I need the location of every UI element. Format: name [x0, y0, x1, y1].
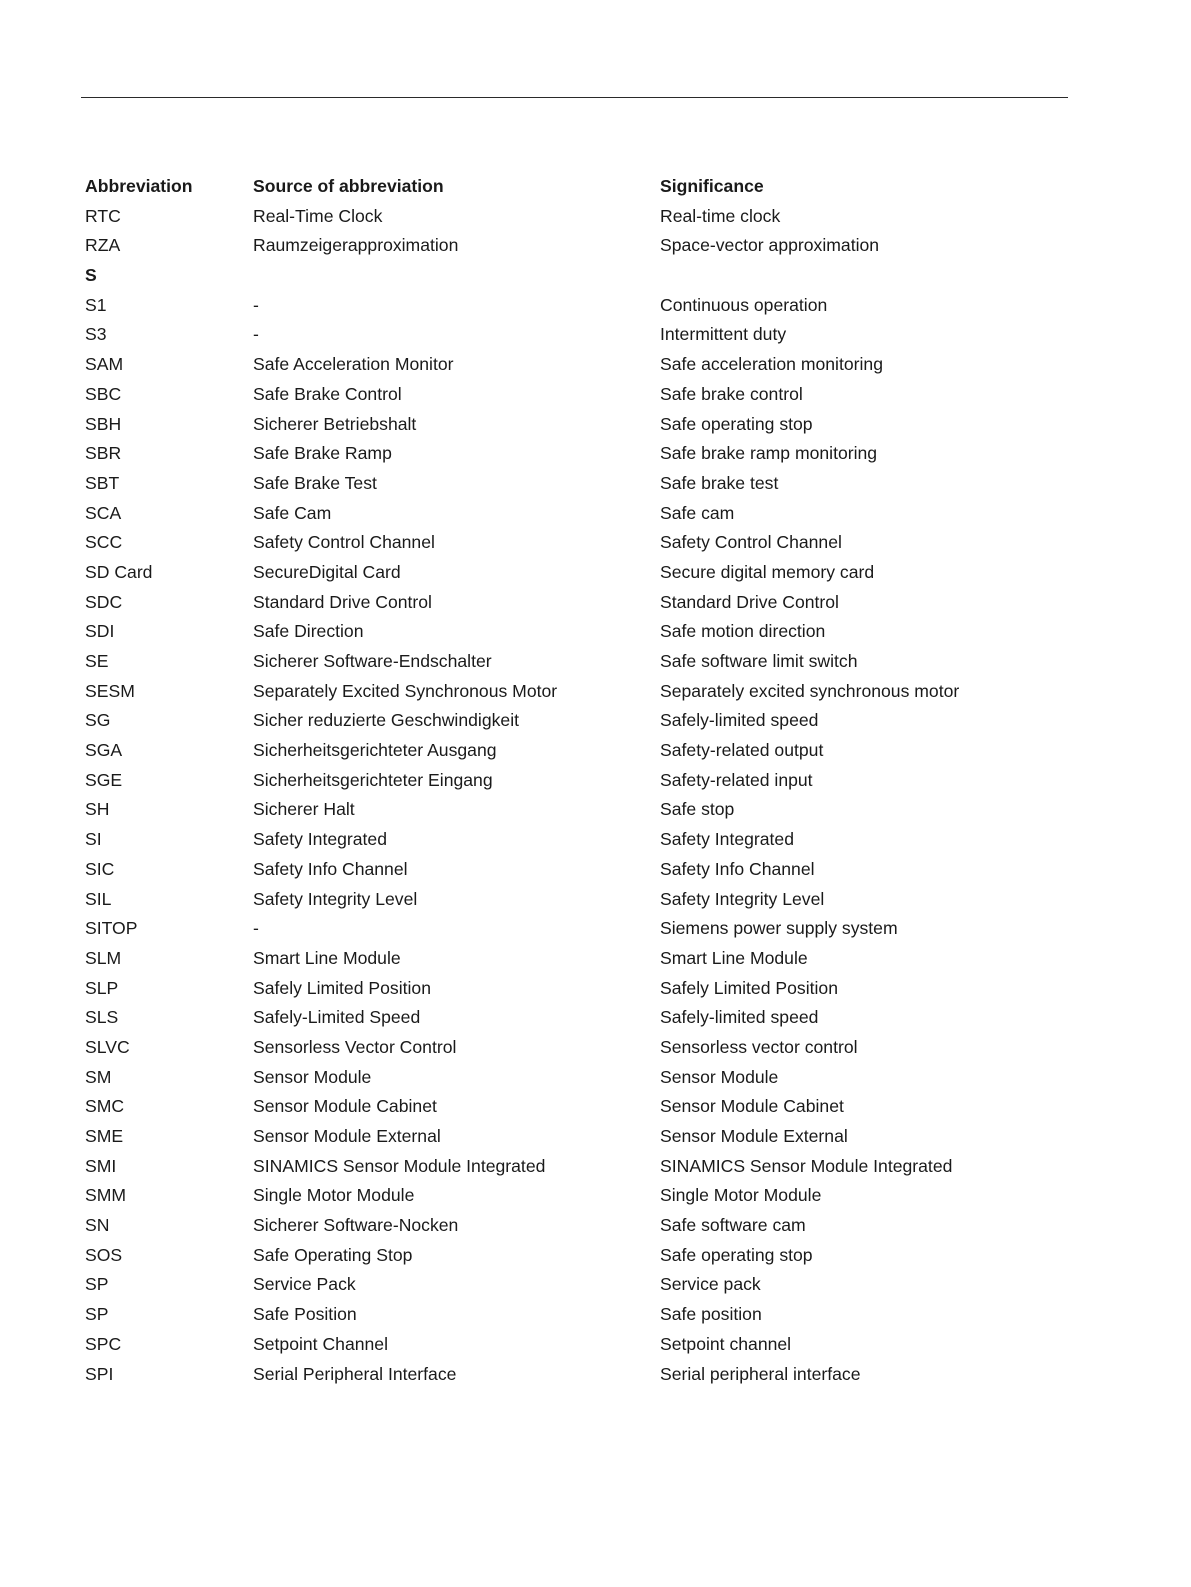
table-row: [85, 320, 1085, 350]
significance-cell: Safe brake control: [660, 383, 803, 404]
source-cell: Separately Excited Synchronous Motor: [253, 680, 558, 701]
table-row: [85, 736, 1085, 766]
table-row: [85, 439, 1085, 469]
significance-cell: Safety Info Channel: [660, 858, 815, 879]
source-cell: Safely-Limited Speed: [253, 1007, 421, 1028]
table-row: [85, 1300, 1085, 1330]
table-row: [85, 499, 1085, 529]
source-cell: Single Motor Module: [253, 1185, 415, 1206]
significance-cell: Safety Control Channel: [660, 532, 842, 553]
table-row: [85, 231, 1085, 261]
source-cell: Safe Brake Test: [253, 472, 377, 493]
abbreviation-cell: SG: [85, 710, 111, 731]
table-row: [85, 291, 1085, 321]
source-cell: Safe Brake Ramp: [253, 443, 392, 464]
abbreviation-cell: SESM: [85, 680, 135, 701]
significance-cell: Intermittent duty: [660, 324, 787, 345]
abbreviation-cell: SGA: [85, 740, 123, 761]
table-row: [85, 706, 1085, 736]
significance-cell: Safe operating stop: [660, 1244, 813, 1265]
table-row: [85, 1330, 1085, 1360]
source-cell: Safety Integrity Level: [253, 888, 418, 909]
abbreviation-cell: SD Card: [85, 561, 153, 582]
source-cell: SINAMICS Sensor Module Integrated: [253, 1155, 546, 1176]
significance-cell: Safe brake test: [660, 472, 779, 493]
abbreviation-cell: SI: [85, 829, 102, 850]
abbreviation-cell: SCC: [85, 532, 123, 553]
source-cell: -: [253, 918, 259, 939]
section-heading: [85, 261, 1085, 291]
table-row: [85, 617, 1085, 647]
abbreviation-cell: SITOP: [85, 918, 138, 939]
abbreviation-cell: SIC: [85, 858, 115, 879]
abbreviation-cell: SH: [85, 799, 110, 820]
significance-cell: Safe cam: [660, 502, 735, 523]
significance-cell: Safe software limit switch: [660, 651, 858, 671]
table-row: [85, 1003, 1085, 1033]
significance-cell: Sensor Module Cabinet: [660, 1096, 844, 1117]
header-abbreviation: Abbreviation: [85, 176, 193, 196]
table-row: [85, 1360, 1085, 1390]
source-cell: Sicherer Halt: [253, 799, 355, 820]
source-cell: Sicherer Software-Endschalter: [253, 651, 492, 671]
abbreviation-cell: SME: [85, 1126, 124, 1146]
table-row: [85, 1122, 1085, 1152]
source-cell: Sensorless Vector Control: [253, 1036, 457, 1057]
source-cell: Smart Line Module: [253, 947, 401, 968]
table-row: [85, 1152, 1085, 1182]
abbreviation-cell: SMC: [85, 1096, 125, 1117]
significance-cell: Sensor Module External: [660, 1126, 848, 1146]
abbreviation-cell: SLP: [85, 977, 119, 998]
table-row: [85, 1211, 1085, 1241]
source-cell: Safe Cam: [253, 502, 332, 523]
significance-cell: Sensor Module: [660, 1066, 779, 1087]
table-row: [85, 1270, 1085, 1300]
significance-cell: Smart Line Module: [660, 947, 808, 968]
source-cell: Standard Drive Control: [253, 591, 432, 612]
abbreviation-cell: SE: [85, 651, 109, 671]
abbreviation-cell: SLM: [85, 947, 122, 968]
table-row: [85, 202, 1085, 232]
table-row: [85, 380, 1085, 410]
source-cell: Real-Time Clock: [253, 205, 383, 226]
abbreviation-cell: SBH: [85, 413, 122, 434]
table-row: [85, 855, 1085, 885]
source-cell: Sicher reduzierte Geschwindigkeit: [253, 710, 519, 731]
table-row: [85, 677, 1085, 707]
significance-cell: Safety-related output: [660, 740, 824, 761]
significance-cell: Separately excited synchronous motor: [660, 680, 960, 701]
abbreviation-cell: RZA: [85, 235, 121, 256]
source-cell: SecureDigital Card: [253, 561, 401, 582]
source-cell: Setpoint Channel: [253, 1333, 388, 1354]
significance-cell: Real-time clock: [660, 205, 781, 226]
source-cell: Sicherer Software-Nocken: [253, 1215, 459, 1236]
source-cell: Sensor Module Cabinet: [253, 1096, 437, 1117]
header-significance: Significance: [660, 176, 764, 196]
abbreviation-cell: SMM: [85, 1185, 127, 1206]
significance-cell: Safety Integrity Level: [660, 888, 825, 909]
abbreviation-cell: SIL: [85, 888, 112, 909]
source-cell: Safe Brake Control: [253, 383, 402, 404]
table-header-row: [85, 172, 1085, 202]
section-letter: S: [85, 265, 97, 286]
abbreviation-cell: SCA: [85, 502, 122, 523]
table-row: [85, 558, 1085, 588]
significance-cell: Safety Integrated: [660, 829, 794, 850]
source-cell: Safe Acceleration Monitor: [253, 354, 454, 375]
table-row: [85, 1033, 1085, 1063]
header-source: Source of abbreviation: [253, 176, 444, 196]
abbreviation-cell: SN: [85, 1215, 110, 1236]
significance-cell: Standard Drive Control: [660, 591, 839, 612]
table-row: [85, 766, 1085, 796]
header-rule: [81, 97, 1068, 98]
source-cell: Raumzeigerapproximation: [253, 235, 459, 256]
source-cell: Safe Position: [253, 1304, 357, 1325]
source-cell: Safety Integrated: [253, 829, 387, 850]
significance-cell: Service pack: [660, 1274, 761, 1295]
significance-cell: Safe brake ramp monitoring: [660, 443, 878, 464]
source-cell: Service Pack: [253, 1274, 356, 1295]
significance-cell: Siemens power supply system: [660, 918, 898, 939]
significance-cell: Safe motion direction: [660, 621, 826, 642]
significance-cell: Secure digital memory card: [660, 561, 875, 582]
abbreviation-cell: SPC: [85, 1333, 122, 1354]
table-row: [85, 1181, 1085, 1211]
table-row: [85, 588, 1085, 618]
abbreviation-cell: RTC: [85, 205, 121, 226]
table-row: [85, 974, 1085, 1004]
table-row: [85, 885, 1085, 915]
table-row: [85, 528, 1085, 558]
abbreviation-cell: SBC: [85, 383, 122, 404]
source-cell: Safety Info Channel: [253, 858, 408, 879]
significance-cell: Single Motor Module: [660, 1185, 822, 1206]
abbreviation-cell: SDI: [85, 621, 115, 642]
abbreviation-cell: SBT: [85, 472, 120, 493]
abbreviation-table: [85, 172, 1085, 1389]
table-row: [85, 410, 1085, 440]
abbreviation-cell: SAM: [85, 354, 124, 375]
table-row: [85, 1092, 1085, 1122]
source-cell: -: [253, 294, 259, 315]
significance-cell: Safe operating stop: [660, 413, 813, 434]
table-row: [85, 1063, 1085, 1093]
table-row: [85, 350, 1085, 380]
abbreviation-cell: SM: [85, 1066, 112, 1087]
source-cell: Safety Control Channel: [253, 532, 435, 553]
table-row: [85, 469, 1085, 499]
source-cell: Safe Direction: [253, 621, 364, 642]
source-cell: Safely Limited Position: [253, 977, 431, 998]
significance-cell: Safely-limited speed: [660, 710, 819, 731]
abbreviation-cell: SGE: [85, 769, 123, 790]
abbreviation-cell: S3: [85, 324, 107, 345]
source-cell: Sicherer Betriebshalt: [253, 413, 417, 434]
significance-cell: Setpoint channel: [660, 1333, 792, 1354]
significance-cell: Safe stop: [660, 799, 735, 820]
source-cell: Safe Operating Stop: [253, 1244, 413, 1265]
table-row: [85, 1241, 1085, 1271]
significance-cell: Serial peripheral interface: [660, 1363, 861, 1384]
significance-cell: Safe software cam: [660, 1215, 806, 1236]
source-cell: Sicherheitsgerichteter Ausgang: [253, 740, 497, 761]
significance-cell: Space-vector approximation: [660, 235, 880, 256]
table-row: [85, 914, 1085, 944]
table-row: [85, 825, 1085, 855]
abbreviation-cell: SPI: [85, 1363, 114, 1384]
table-row: [85, 647, 1085, 677]
abbreviation-cell: S1: [85, 294, 107, 315]
significance-cell: Safety-related input: [660, 769, 813, 790]
abbreviation-cell: SOS: [85, 1244, 123, 1265]
abbreviation-cell: SP: [85, 1274, 109, 1295]
significance-cell: Sensorless vector control: [660, 1036, 858, 1057]
source-cell: Sensor Module: [253, 1066, 372, 1087]
significance-cell: SINAMICS Sensor Module Integrated: [660, 1155, 953, 1176]
source-cell: -: [253, 324, 259, 345]
table-row: [85, 795, 1085, 825]
table-row: [85, 944, 1085, 974]
abbreviation-cell: SLVC: [85, 1036, 130, 1057]
significance-cell: Safely Limited Position: [660, 977, 838, 998]
significance-cell: Safely-limited speed: [660, 1007, 819, 1028]
abbreviation-cell: SLS: [85, 1007, 119, 1028]
source-cell: Serial Peripheral Interface: [253, 1363, 457, 1384]
source-cell: Sensor Module External: [253, 1126, 441, 1146]
significance-cell: Safe position: [660, 1304, 762, 1325]
abbreviation-cell: SDC: [85, 591, 123, 612]
abbreviation-cell: SMI: [85, 1155, 117, 1176]
abbreviation-cell: SP: [85, 1304, 109, 1325]
abbreviation-cell: SBR: [85, 443, 122, 464]
significance-cell: Continuous operation: [660, 294, 828, 315]
source-cell: Sicherheitsgerichteter Eingang: [253, 769, 493, 790]
significance-cell: Safe acceleration monitoring: [660, 354, 883, 375]
